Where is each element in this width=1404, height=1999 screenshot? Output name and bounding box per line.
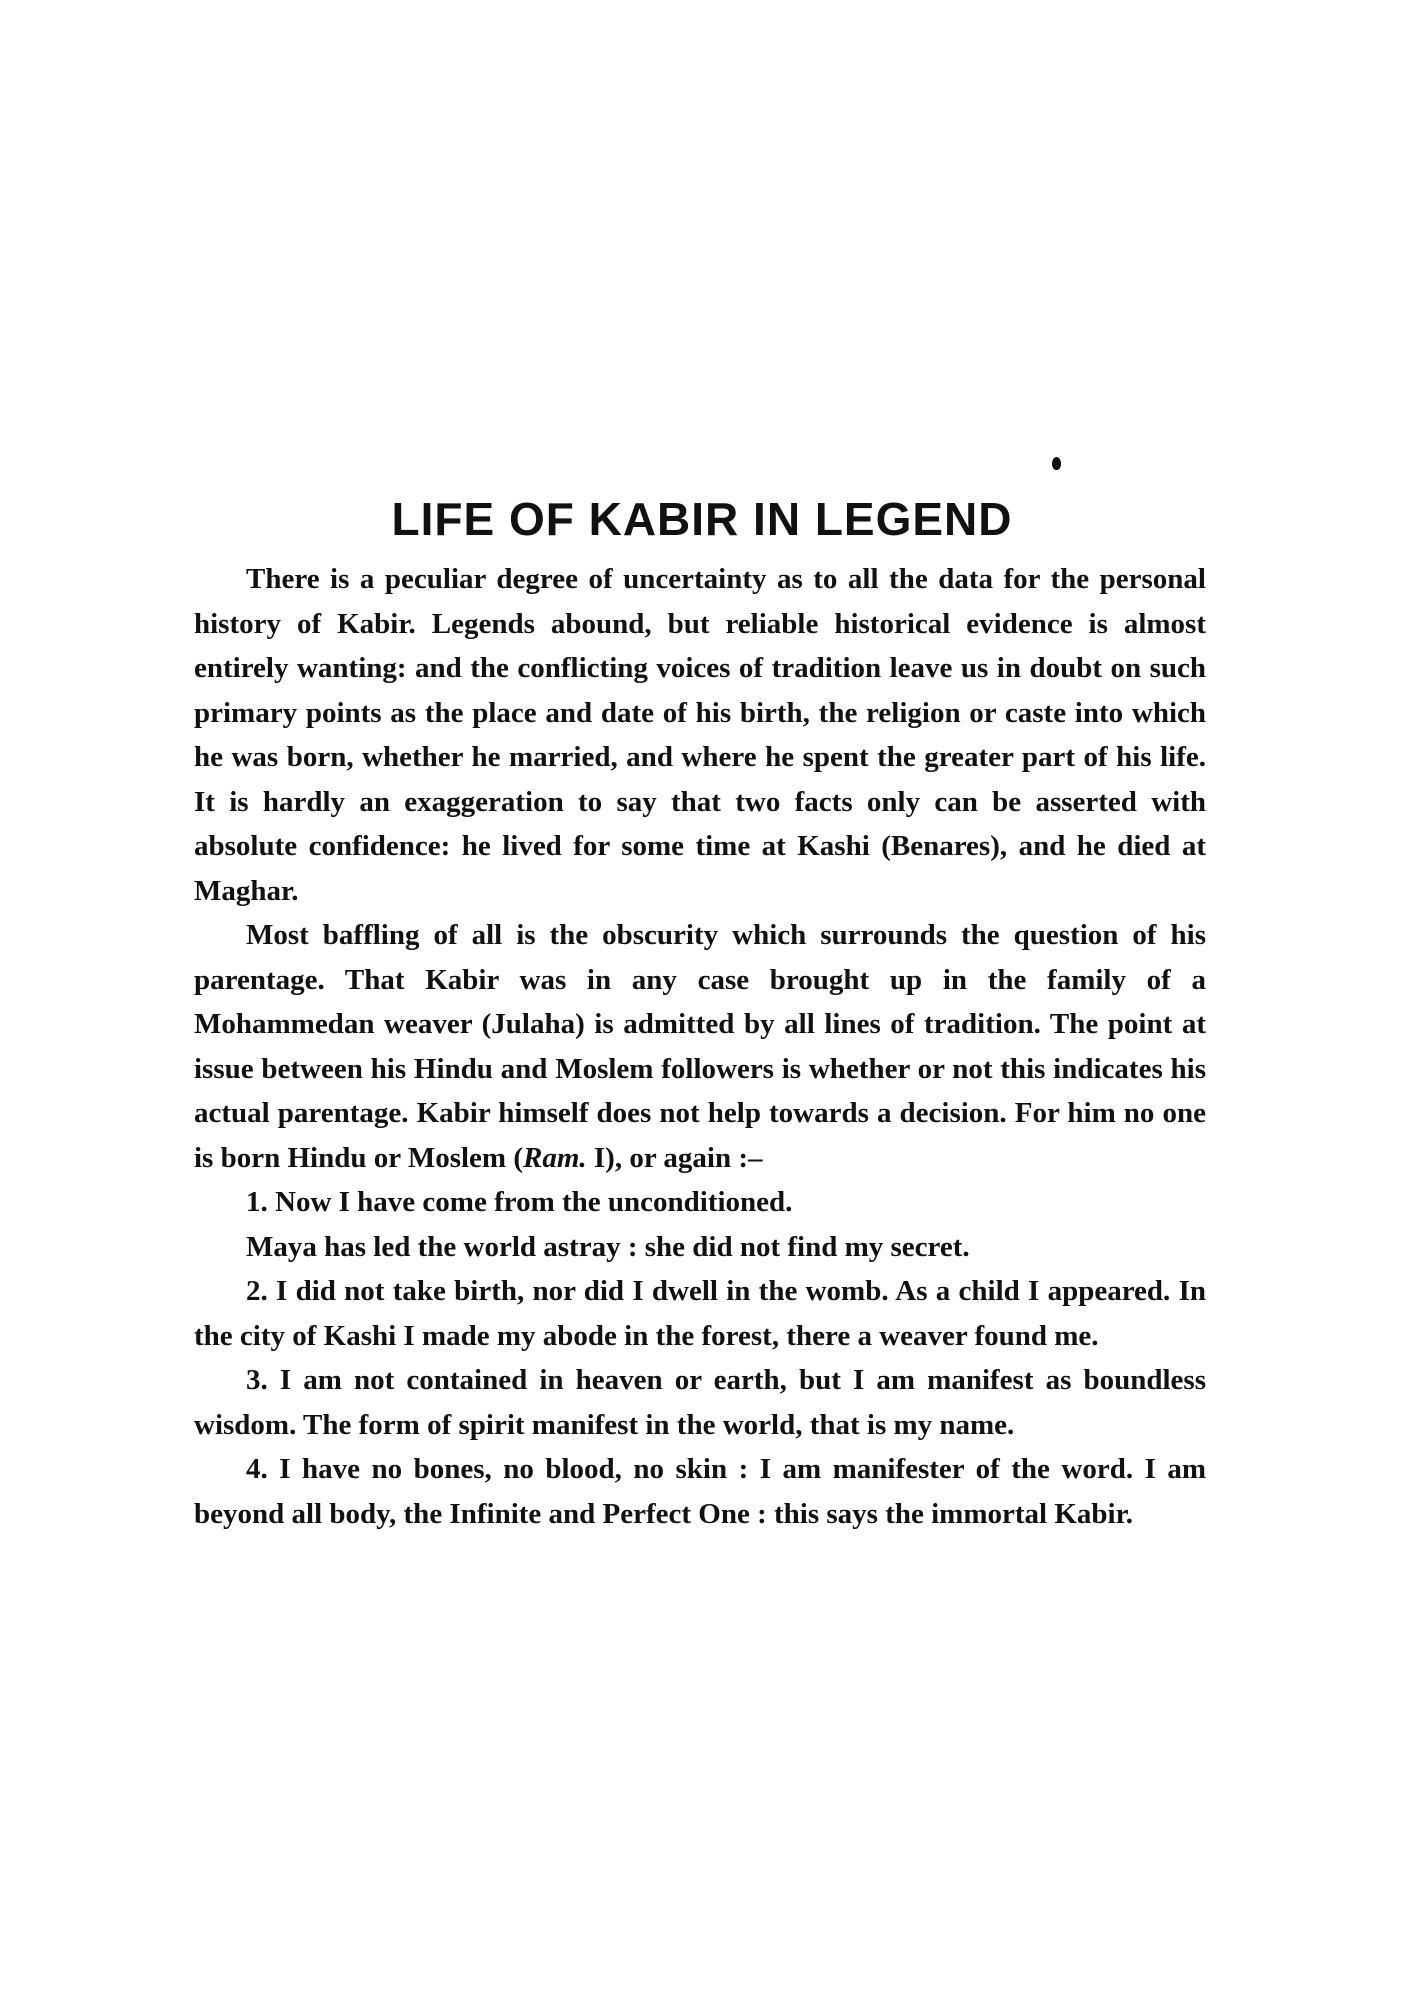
ink-dot-mark xyxy=(1052,457,1061,470)
verse-4: 4. I have no bones, no blood, no skin : I am manifester of the word. I am beyond all body, the Infinite and Perfect One : this says the immortal Kabir. xyxy=(194,1453,1206,1530)
citation-rest: I), or again :– xyxy=(586,1141,763,1174)
verse-1: 1. Now I have come from the unconditioned. xyxy=(246,1186,793,1218)
verse-3: 3. I am not contained in heaven or earth, but I am manifest as boundless wisdom. The form of spirit manifest in the world, that is my name. xyxy=(194,1364,1206,1441)
paragraph-data-uncertainty: There is a peculiar degree of uncertainty as to all the data for the personal history of Kabir. Legends abound, but reliable historical evidence is almost entirely wanting: and the conflicting voices of tradition leave us in doubt on such primary points as the place and date of his birth, the religion or caste into which he was born, whether he married, and where he spent the greater part of his life. It is hardly an exaggeration to say that two facts only can be asserted with absolute confidence: he lived for some time at Kashi (Benares), and he died at Maghar. xyxy=(194,563,1206,907)
chapter-title: LIFE OF KABIR IN LEGEND xyxy=(391,493,1013,545)
body-text xyxy=(194,557,1206,1536)
citation-open: ( xyxy=(513,1141,523,1174)
parentage-text: Most baffling of all is the obscurity which surrounds the question of his parentage. That Kabir was in any case brought up in the family of a Mohammedan weaver (Julaha) is admitted by all lines of tradition. The point at issue between his Hindu and Moslem followers is whether or not this indicates his actual parentage. Kabir himself does not help towards a decision. For him no one is born Hindu or Moslem xyxy=(194,919,1206,1174)
paragraph-parentage xyxy=(194,913,1206,1180)
citation-work: Ram. xyxy=(522,1141,587,1174)
verse-2: 2. I did not take birth, nor did I dwell in the womb. As a child I appeared. In the city of Kashi I made my abode in the forest, there a weaver found me. xyxy=(194,1275,1206,1352)
verse-1-continued: Maya has led the world astray : she did not find my secret. xyxy=(246,1230,970,1263)
